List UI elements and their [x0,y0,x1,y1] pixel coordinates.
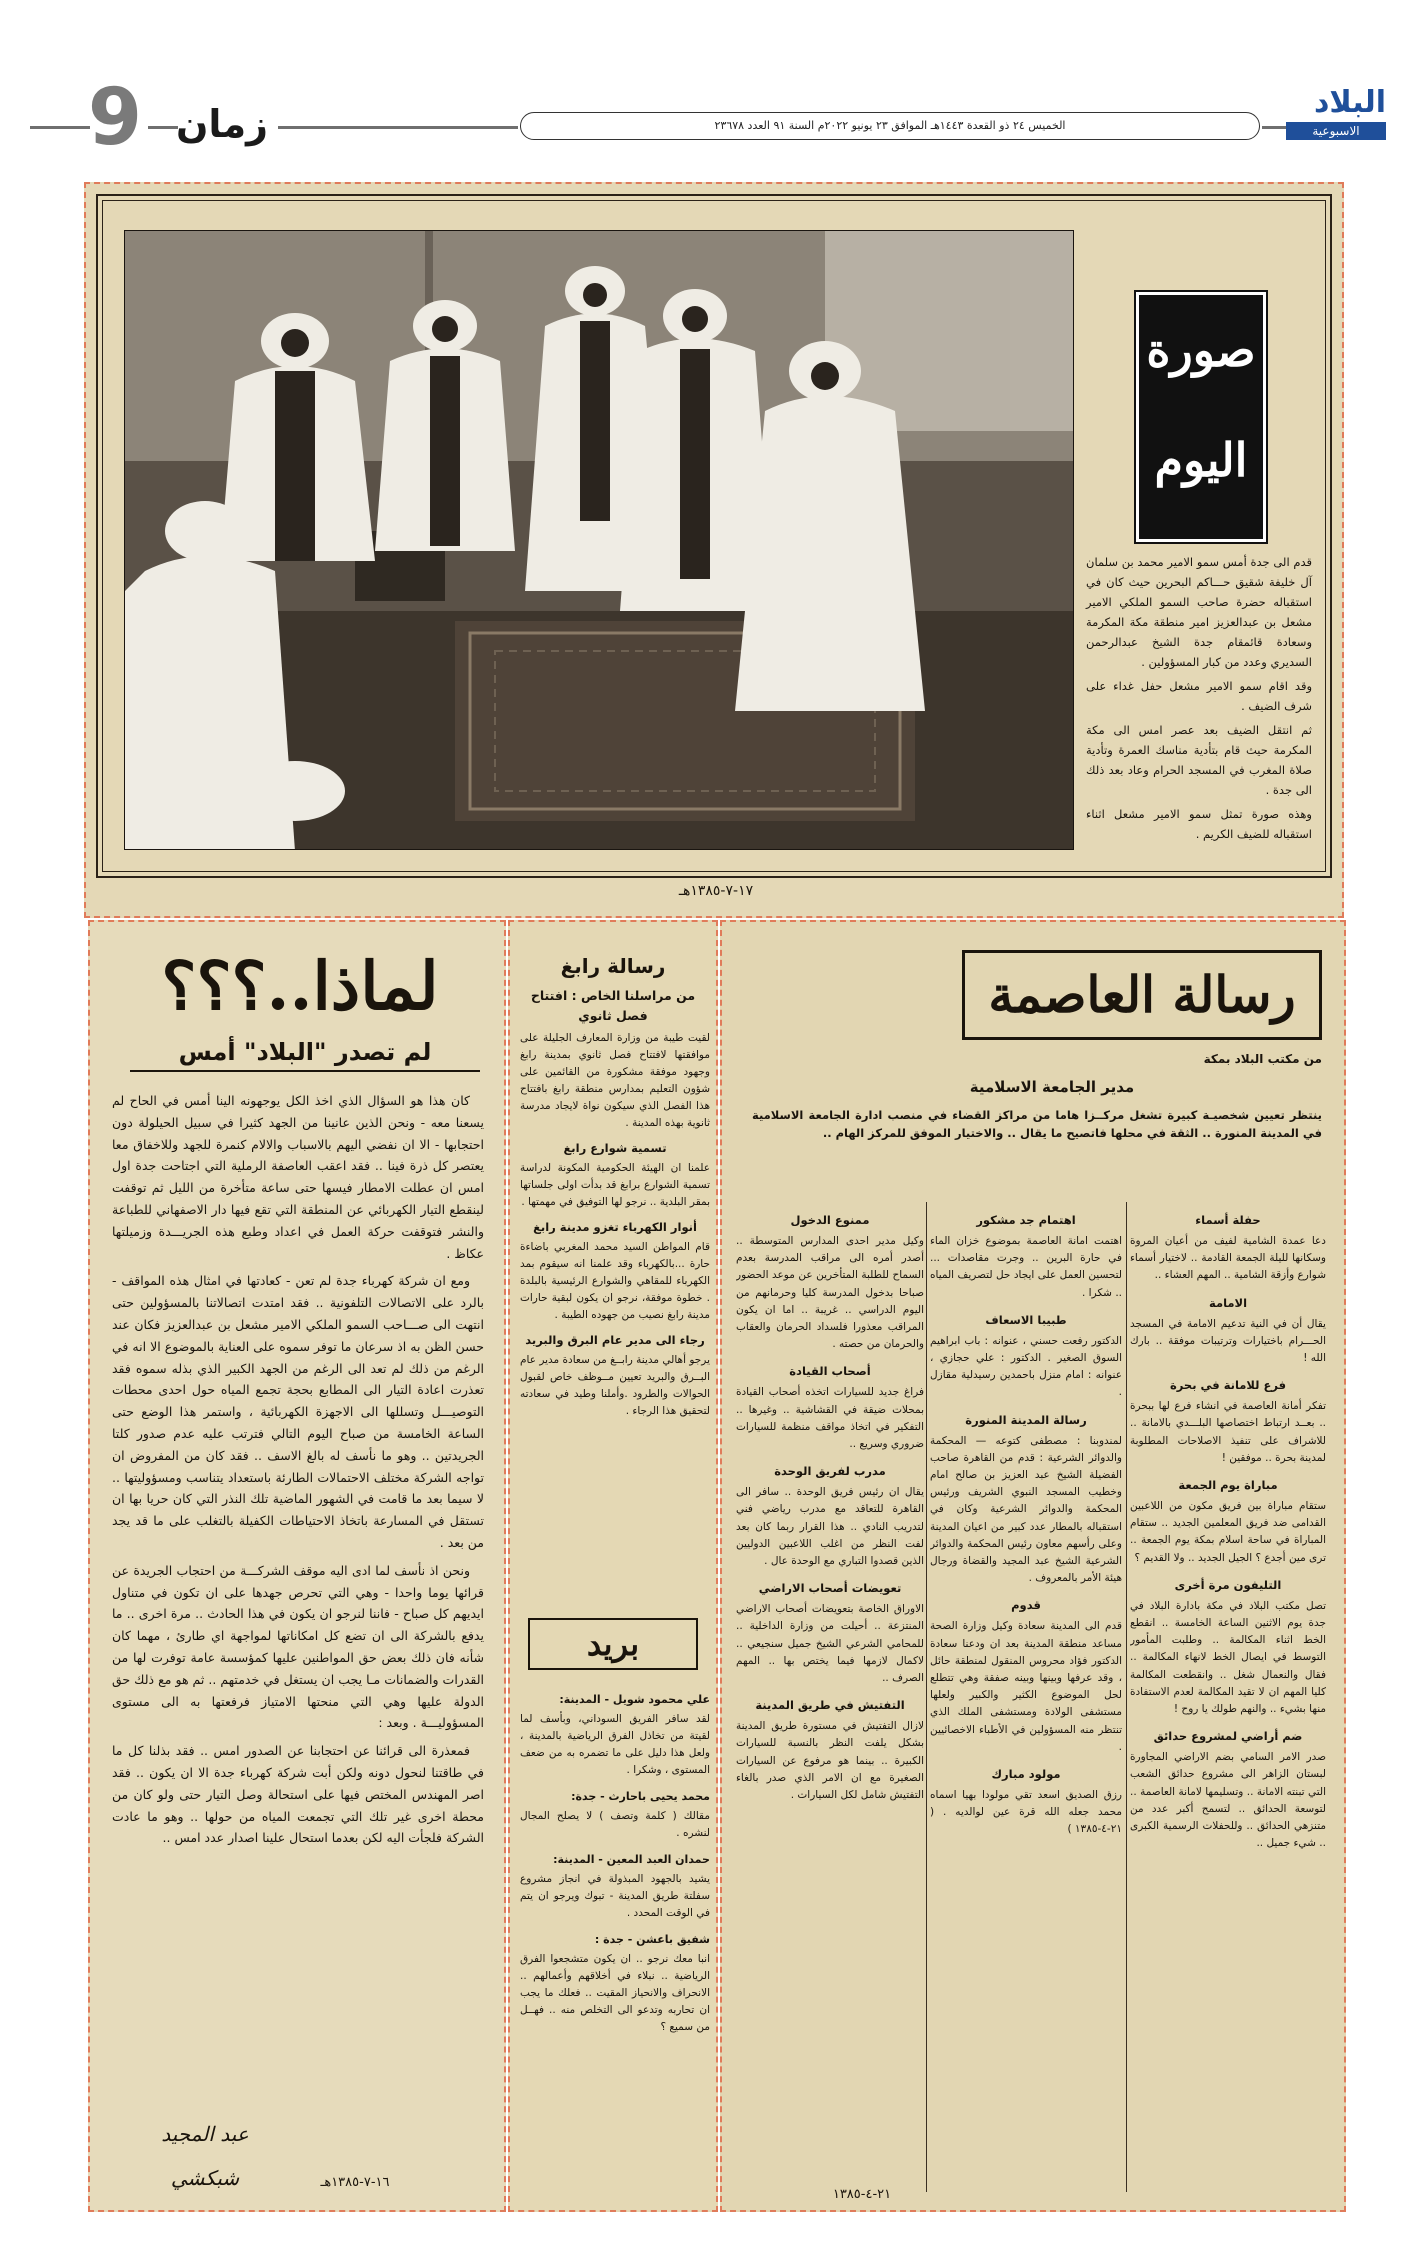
bureau-byline: من مكتب البلاد بمكة [1203,1052,1322,1066]
news-item-title: اهتمام جد مشكور [976,1213,1076,1227]
news-item-text: تصل مكتب البلاد في مكة بادارة البلاد في جدة يوم الاثنين الساعة الخامسة .. انقطع الخط اثناء المكالمة .. وطلبت المأمور التوسط في ايصال الخط لانهاء المكالمة .. فقال والنعمال شغل .. وانقطعت المكالمة كليا المهم ان لا تقيد المكالمة لعدم الاستفادة منها بشيء .. والنهم طولك يا روح ! [1130,1599,1326,1716]
news-item-title: رجاء الى مدير عام البرق والبريد [525,1333,705,1347]
news-item-text: قام المواطن السيد محمد المغربي باضاءة حارة ...بالكهرباء وقد علمنا انه سيقوم بمد الكهرباء للمقاهي والشوارع الرئيسية بالبلدة . خطوة موفقة، نرجو ان يكون لبقية حارات مدينة رابغ نصيب من جهوده الطيبة . [520,1241,710,1321]
mail-reply: انبا معك نرجو .. ان يكون متشجعوا الفرق الرياضية .. نبلاء في أخلاقهم وأعمالهم .. الانحراف والانحياز المقيت .. فعلك ما يجب ان تحاربه وتدعو الى التخلص منه .. فهــل من سميع ؟ [520,1953,710,2033]
news-item-text: رزق الصديق اسعد تقي مولودا بهيا اسماه محمد جعله الله قرة عين لوالديه . ( ٢١-٤-١٣٨٥ ) [930,1789,1122,1836]
photo-of-the-day-label [1136,292,1266,542]
reception-photo-illustration [125,231,1074,850]
mail-reply: يشيد بالجهود المبذولة في انجاز مشروع سفلتة طريق المدينة - تبوك ويرجو ان يتم في الوقت المحدد . [520,1873,710,1919]
clipping-date: ٢١-٤-١٣٨٥ [832,2187,892,2202]
editorial-paragraph: ونحن اذ نأسف لما ادى اليه موقف الشركـــة من احتجاب الجريدة عن قرائها يوما واحدا - وهي التي تحرص جهدها على ان تكون في متناول ايديهم كل صباح - فاننا لنرجو ان يكون في هذا الحادث .. مرة اخرى .. ما يدفع بالشركة الى ان تضع كل امكاناتها لمواجهة اي طارئ ، مهما كان شأنه فان ذلك بعض حق المواطنين عليها كمؤسسة عامة توفرت لها من القدرات والضمانات مـا يجب ان يستغل في خدمتهم .. ثم هو مع ذلك حق الدولة عليها وهي التي منحتها الامتياز فرفعتها به الى مستوى المسؤوليـــة . وبعد : [112,1562,484,1731]
news-item-text: وكيل مدير احدى المدارس المتوسطة .. أصدر أمره الى مراقب المدرسة بعدم السماح للطلبة المتأخرين عن موعد الحضور صباحا بدخول المدرسة كليا وحرمانهم من اليوم الدراسي .. غريبة .. اما ان يكون المراقب معذورا فلسداد الحرمان والعقاب والحرمان من حصته . [736,1235,924,1351]
capital-column-3 [736,1202,924,2202]
editorial-paragraph: كان هذا هو السؤال الذي اخذ الكل يوجهونه الينا أمس في الحاح لم يسعنا معه - ونحن الذين عانينا من الجهد كثيرا في سبيل الحيلولة دون احتجابها - الا ان نفضي اليهم بالاسباب والالام كنمرة للجهد وللاخفاق معا يعتصر كل ذرة فينا .. فقد اعقب العاصفة الرملية التي اجتاحت جدة اول امس ان عطلت الامطار فيسها حتى ساعة متأخرة من الليل ثم توقفت لينقطع التيار الكهربائي عن المنطقة التي تقع فيها دار الاصفهاني للطباعة والنشر فتوقفت حركة العمل في اعداد وطبع هذه الجريـــدة وزميلتها عكاظ . [112,1093,484,1261]
caption-paragraph: قدم الى جدة أمس سمو الامير محمد بن سلمان آل خليفة شقيق حـــاكم البحرين حيث كان في استقباله حضرة صاحب السمو الملكي الامير مشعل بن عبدالعزيز امير منطقة مكة المكرمة وسعادة قائمقام جدة الشيخ عبدالرحمن السديري وعدد من كبار المسؤولين . [1086,555,1312,669]
news-item-title: تسمية شوارع رابغ [563,1141,667,1155]
mail-recipient: علي محمود شويل - المدينة: [559,1693,710,1706]
why-editorial-clipping [88,920,506,2212]
capital-letter-clipping [720,920,1346,2212]
lead-text: ينتظر تعيين شخصيـة كبيرة تشغل مركــزا هاما من مراكز القضاء في منصب ادارة الجامعة الاسلامية في المدينة المنورة .. الثقة في محلها فاتصيح ما يقال .. والاختيار الموفق للمركز الهام .. [752,1108,1322,1140]
column-rule [926,1202,927,2192]
caption-paragraph: وقد اقام سمو الامير مشعل حفل غداء على شرف الضيف . [1086,679,1312,713]
editorial-headline: لماذا..؟؟؟ [161,947,439,1025]
news-item-text: فراغ جديد للسيارات اتخذه أصحاب القيادة بمحلات ضيقة في القشاشية .. وغيرها .. التفكير في اتخاذ مواقف منظمة للسيارات ضروري وسريع .. [736,1386,924,1451]
logo-edition-bar: الاسبوعية [1286,122,1386,140]
news-item-title: مباراة يوم الجمعة [1178,1478,1278,1493]
news-item-text: لقيت طيبة من وزارة المعارف الجليلة على موافقتها لافتتاح فصل ثانوي بمدينة رابغ وجهود موفقة مشكورة من القائمين على شؤون التعليم بمدارس منطقة رابغ بافتتاح هذا الفصل الذي سيكون نواة لايجاد مدرسة ثانوية بهذه المدينة . [520,1032,710,1129]
capital-column-2 [930,1202,1122,2202]
news-item-title: رسالة المدينة المنورة [965,1412,1087,1427]
news-item-title: قدوم [1011,1598,1041,1613]
capital-column-1 [1130,1202,1326,2202]
news-item-title: مدرب لفريق الوحدة [774,1464,886,1479]
news-item-text: قدم الى المدينة سعادة وكيل وزارة الصحة مساعد منطقة المدينة بعد ان ودعنا سعادة الدكتور فؤاد محروس المنقول لمنطقة حائل ، وقد عرفها وبينها وبينه صفقة وهي تتطلع لحل الموضوع الكثير والكبير ولعلها مستشفى الولادة ومستشفى الملك الذي تنتظر منه المسؤولين في الأطباء الاخصائيين . [930,1620,1122,1753]
news-item-title: فرع للامانة في بحرة [1169,1378,1287,1393]
news-item-title: الامامة [1208,1295,1248,1310]
column-headline: رسالة العاصمة [962,950,1322,1040]
news-item-title: التليفون مرة أخرى [1174,1577,1282,1592]
newspaper-logo [1268,86,1392,142]
mail-recipient: شفيق باعشن - جدة : [594,1933,710,1946]
mail-section [520,1682,710,2202]
news-item-text: ستقام مباراة بين فريق مكون من اللاعبين القدامى ضد فريق المعلمين الجديد .. ستقام المباراة في ساحة اسلام بمكة يوم الجمعة .. ترى مين أجدع ؟ الجيل الجديد .. ولا القديم ؟ [1130,1500,1326,1564]
clipping-date: ١٧-٧-١٣٨٥هـ [678,883,754,899]
news-item-title: أنوار الكهرباء تغزو مدينة رابغ [533,1220,697,1234]
news-item-text: تفكر أمانة العاصمة في انشاء فرع لها ببحرة .. بعــد ارتباط اختصاصها البلـــدي بالامانة .. للاشراف على تنفيذ الاصلاحات المطلوبة لمدينة بحرة .. موفقين ! [1130,1400,1326,1464]
clipping-date: ١٦-٧-١٣٨٥هـ [320,2175,390,2190]
editorial-paragraph: ومع ان شركة كهرباء جدة لم تعن - كعادتها في امثال هذه المواقف - بالرد على الاتصالات التلفونية .. فقد امتدت اتصالاتنا بالمسؤولين حتى انتهت الى صـــاحب السمو الملكي الامير مشعل بن عبدالعزيز فكان عند حسن الظن به اذ سرعان ما توفر سموه على العناية بالموضوع الا انه في الرغم من ذلك لم تعد الى الرغم من الجهد الكبير الذي بذله سموه فقد تعذرت اعادة التيار الى المطابع بحجة تجمع المياه حول احدى محطات التوصيـــل وتسللها الى الاجهزة الكهربائية ، واستمر هذا الوضع حتى الساعة الخامسة من صباح اليوم التالي فترتب عليه عدم صدور كلتا الجريدتين .. وهو ما نأسف له بالغ الاسف .. فقد كان من المفروض ان تواجه الشركة مختلف الاحتمالات الطارئة باستعداد يتناسب ومسؤوليتها .. لا سيما بعد ما قامت في الشهور الماضية تلك النذر التي كان حريا بها ان تستقل في المسارعة باتخاذ الاحتياطات الكفيلة بالتغلب على ما قد يجد من بعد . [112,1273,484,1550]
news-item-text: اهتمت امانة العاصمة بموضوع خزان الماء في حارة البرين .. وجرت مقاصدات ... لتحسين العمل على ايجاد حل لتصريف المياه .. شكرا . [930,1235,1122,1299]
news-item-title: مولود مبارك [991,1767,1061,1782]
rabigh-letter-clipping [508,920,718,2212]
rabigh-items [520,1030,710,1610]
news-item-title: تعويضات أصحاب الاراضي [758,1581,902,1596]
masthead [0,0,1420,163]
author-signature: عبد المجيد شبكشي [161,2122,249,2190]
mail-section-title: بريد [528,1618,698,1670]
mail-reply: لقد سافر الفريق السوداني، وبأسف لما لقيتة من تخاذل الفرق الرياضية بالمدينة ، ولعل هذا دليل على ما تضمره به من ضعف المستوى ، وشكرا . [520,1713,710,1776]
column-rule [1126,1202,1127,2192]
news-item-text: يقال ان رئيس فريق الوحدة .. سافر الى القاهرة للتعاقد مع مدرب رياضي فني لتدريب النادي .. هذا القرار ربما كان بعد لفت النظر من اغلب اللاعبين الدوليين الذين قصدوا التباري مع الوحدة عال . [736,1486,924,1568]
news-item-title: ضم أراضي لمشروع حدائق [1153,1729,1303,1744]
news-item-title: التفتيش في طريق المدينة [755,1698,905,1713]
news-item-text: صدر الامر السامي بضم الاراضي المجاورة لبستان الزاهر الى مشروع حدائق الشعب التي تبنته الامانة .. وتسليمها لامانة العاصمة .. لتوسعة الحدائق .. لتسمح أكبر عدد من متنزهي الحدائق .. وللحفلات الرسمية الكبرى .. شيء جميل .. [1130,1751,1326,1850]
editorial-paragraph: فمعذرة الى قرائنا عن احتجابنا عن الصدور امس .. فقد بذلنا كل ما في طاقتنا لنحول دونه ولكن أبت شركة كهرباء جدة الا ان يكون .. فقد اصر المهندس المختص فيها على استحالة وصل التيار حتى ولو كان من محطة اخرى غير تلك التي تجمعت المياه من حولها .. وهو ما عادت الشركة فلجأت اليه لكن بعدما استحال علينا اصدار عدد امس .. [112,1743,484,1846]
logo-wordmark: البلاد [1314,85,1386,120]
column-headline: رسالة رابغ [560,954,666,978]
mail-recipient: حمدان العبد المعين - المدينة: [553,1853,710,1866]
caption-paragraph: ثم انتقل الضيف بعد عصر امس الى مكة المكرمة حيث قام بتأدية مناسك العمرة وتأدية صلاة المغرب في المسجد الحرام وعاد بعد ذلك الى جدة . [1086,723,1312,797]
news-item-title: طبيبا الاسعاف [985,1312,1067,1327]
news-photo [124,230,1074,850]
news-item-text: علمنا ان الهيئة الحكومية المكونة لدراسة تسمية الشوارع برابغ قد بدأت اولى جلساتها بمقر البلدية .. نرجو لها التوفيق في مهمتها . [520,1162,710,1208]
news-item-text: دعا عمدة الشامية لفيف من أعيان المروة وسكانها لليلة الجمعة القادمة .. لاختيار أسماء شوارع وأزقة الشامية .. المهم العشاء .. [1130,1235,1326,1282]
news-item-text: يقال أن في النية تدعيم الامامة في المسجد الحـــرام باختيارات وترتيبات موفقة .. بارك الله ! [1130,1317,1326,1365]
news-item-text: لمندوبنا : مصطفى كتوعه — المحكمة والدوائر الشرعية : قدم من القاهرة صاحب الفضيلة الشيخ عبد العزيز بن صالح امام وخطيب المسجد النبوي الشريف ورئيس المحكمة والدوائر الشرعية وكان في استقباله بالمطار عدد كبير من اعيان المدينة وعلى رأسهم معاون رئيس المحكمة والدوائر الشرعية الشيخ عبد المجيد والقضاة ورجال هيئة الأمر بالمعروف . [930,1434,1122,1585]
mail-recipient: محمد يحيى باحارث - جدة: [571,1790,710,1803]
news-item-text: الدكتور رفعت حسني ، عنوانه : باب ابراهيم السوق الصغير . الدكتور : علي حجازي ، عنوانه : امام منزل باحمدين رسيدلية مقازل . [930,1334,1122,1399]
lead-headline: مدير الجامعة الاسلامية [969,1078,1135,1096]
photo-of-the-day-clipping [84,182,1344,918]
masthead-rule [278,126,518,129]
section-title: زمان [175,102,269,146]
editorial-subheadline: لم تصدر "البلاد" أمس [130,1032,480,1072]
editorial-body [112,1090,484,2090]
news-item-text: يرجو أهالي مدينة رابــغ من سعادة مدير عام البــرق والبريد تعيين مــوظف خاص لقبول الحوالات والطرود .وأملنا وطيد في سعادته لتحقيق هذا الرجاء . [520,1354,710,1417]
mail-reply: مقالك ( كلمة وتصف ) لا يصلح المجال لنشره . [520,1810,710,1839]
news-item-title: أصحاب القيادة [789,1364,871,1379]
photo-caption [1086,552,1312,862]
dateline: الخميس ٢٤ ذو القعدة ١٤٤٣هـ الموافق ٢٣ يونيو ٢٠٢٢م السنة ٩١ العدد ٢٣٦٧٨ [520,112,1260,140]
news-item-title: ممنوع الدخول [790,1213,870,1227]
column-subheadline: من مراسلنا الخاص : افتتاح فصل ثانوي [530,988,696,1023]
caption-paragraph: وهذه صورة تمثل سمو الامير مشعل اثناء استقباله للضيف الكريم . [1086,807,1312,841]
news-item-text: لازال التفتيش في مستورة طريق المدينة بشكل يلفت النظر بالنسبة للسيارات الكبيرة .. بينما هو مرفوع عن السيارات الصغيرة مع ان الامر الذي صدر بالغاء التفتيش شامل لكل السيارات . [736,1720,924,1802]
page-number: 9 [87,73,143,163]
photo-label-text: صورة اليوم [1146,323,1256,487]
news-item-title: حفلة أسماء [1195,1213,1261,1227]
news-item-text: الاوراق الخاصة بتعويضات أصحاب الاراضي المنتزعة .. أحيلت من وزارة الداخلية .. للمحامي الشرعي الشيخ جميل سنجيعي .. لاكمال لازمها فيما يختص بها .. المهم الصرف .. [736,1603,924,1685]
